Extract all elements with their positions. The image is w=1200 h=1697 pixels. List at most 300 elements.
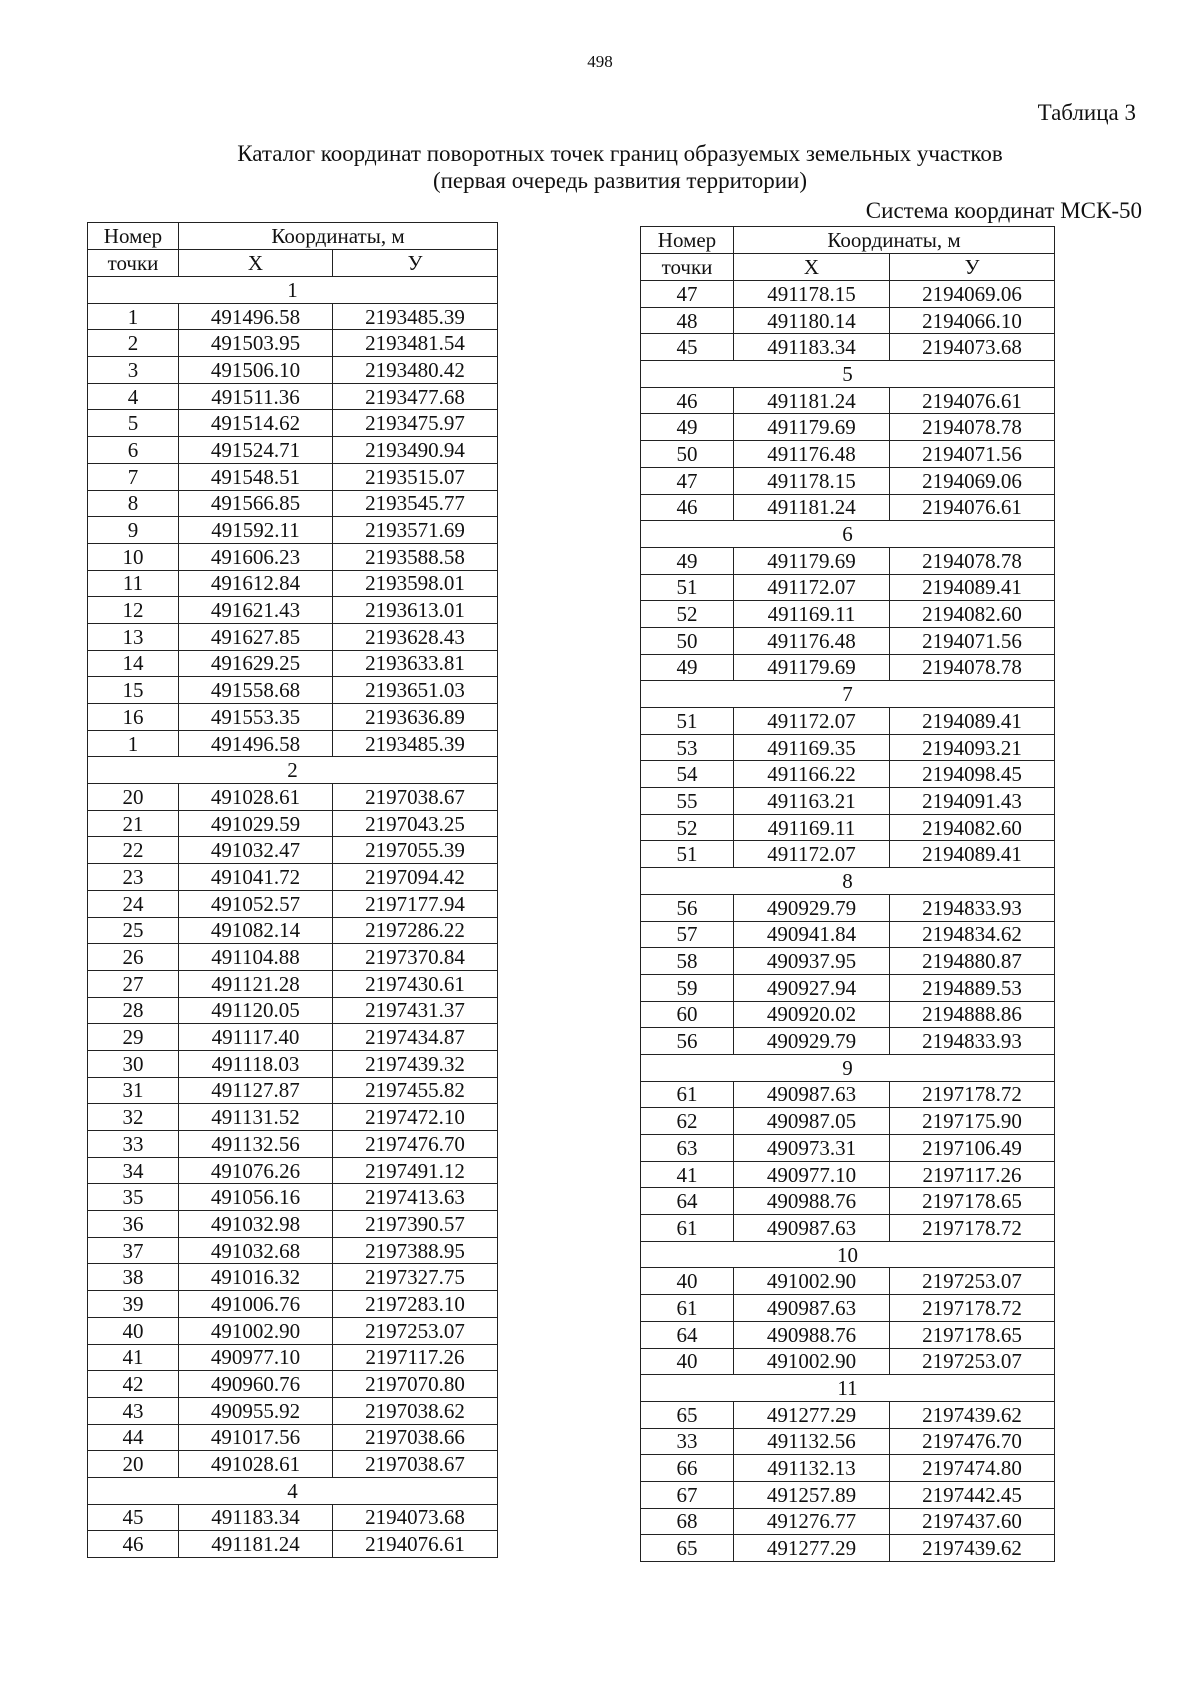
y-coordinate-cell: 2194078.78 xyxy=(890,654,1055,681)
x-coordinate-cell: 491176.48 xyxy=(734,627,890,654)
y-coordinate-cell: 2194078.78 xyxy=(890,547,1055,574)
point-number-cell: 12 xyxy=(88,597,179,624)
x-coordinate-cell: 490987.63 xyxy=(734,1081,890,1108)
section-row xyxy=(88,757,498,784)
page-title xyxy=(0,140,1200,194)
point-number-cell: 40 xyxy=(641,1268,734,1295)
point-number-cell: 7 xyxy=(88,463,179,490)
section-row xyxy=(641,521,1055,548)
point-number-cell: 56 xyxy=(641,1028,734,1055)
point-number-cell: 49 xyxy=(641,414,734,441)
point-number-cell: 31 xyxy=(88,1077,179,1104)
point-number-cell: 66 xyxy=(641,1455,734,1482)
table-row xyxy=(641,894,1055,921)
point-number-cell: 60 xyxy=(641,1001,734,1028)
table-row xyxy=(88,970,498,997)
header-coordinates: Координаты, м xyxy=(734,227,1055,254)
y-coordinate-cell: 2197455.82 xyxy=(333,1077,498,1104)
point-number-cell: 11 xyxy=(88,570,179,597)
table-row xyxy=(88,1451,498,1478)
point-number-cell: 47 xyxy=(641,281,734,308)
y-coordinate-cell: 2197390.57 xyxy=(333,1211,498,1238)
y-coordinate-cell: 2193477.68 xyxy=(333,383,498,410)
y-coordinate-cell: 2197472.10 xyxy=(333,1104,498,1131)
title-line-2: (первая очередь развития территории) xyxy=(432,168,808,193)
x-coordinate-cell: 491566.85 xyxy=(179,490,333,517)
x-coordinate-cell: 491277.29 xyxy=(734,1535,890,1562)
table-row xyxy=(641,1455,1055,1482)
x-coordinate-cell: 491183.34 xyxy=(734,334,890,361)
x-coordinate-cell: 490987.05 xyxy=(734,1108,890,1135)
table-row xyxy=(641,1348,1055,1375)
y-coordinate-cell: 2194098.45 xyxy=(890,761,1055,788)
y-coordinate-cell: 2194069.06 xyxy=(890,281,1055,308)
table-label: Таблица 3 xyxy=(1037,100,1136,125)
table-row xyxy=(88,517,498,544)
point-number-cell: 26 xyxy=(88,944,179,971)
point-number-cell: 29 xyxy=(88,1024,179,1051)
table-row xyxy=(88,543,498,570)
table-row xyxy=(88,730,498,757)
point-number-cell: 41 xyxy=(88,1344,179,1371)
table-row xyxy=(641,1535,1055,1562)
point-number-cell: 44 xyxy=(88,1424,179,1451)
table-row xyxy=(88,650,498,677)
point-number-cell: 59 xyxy=(641,974,734,1001)
table-row xyxy=(88,837,498,864)
x-coordinate-cell: 491178.15 xyxy=(734,281,890,308)
x-coordinate-cell: 491548.51 xyxy=(179,463,333,490)
table-row xyxy=(641,1081,1055,1108)
point-number-cell: 40 xyxy=(641,1348,734,1375)
point-number-cell: 51 xyxy=(641,574,734,601)
table-row xyxy=(88,784,498,811)
table-row xyxy=(88,357,498,384)
y-coordinate-cell: 2193636.89 xyxy=(333,704,498,731)
table-row xyxy=(641,1295,1055,1322)
x-coordinate-cell: 491028.61 xyxy=(179,784,333,811)
y-coordinate-cell: 2197437.60 xyxy=(890,1508,1055,1535)
table-row xyxy=(641,921,1055,948)
point-number-cell: 1 xyxy=(88,303,179,330)
table-row xyxy=(88,944,498,971)
y-coordinate-cell: 2197043.25 xyxy=(333,810,498,837)
table-row xyxy=(88,330,498,357)
table-row xyxy=(88,437,498,464)
coordinate-system-label: Система координат МСК-50 xyxy=(865,198,1142,223)
section-number: 4 xyxy=(88,1477,498,1504)
y-coordinate-cell: 2194888.86 xyxy=(890,1001,1055,1028)
point-number-cell: 52 xyxy=(641,601,734,628)
y-coordinate-cell: 2197038.66 xyxy=(333,1424,498,1451)
header-x: X xyxy=(734,254,890,281)
right-coordinate-table xyxy=(640,226,1055,1562)
y-coordinate-cell: 2197094.42 xyxy=(333,864,498,891)
table-row xyxy=(88,1397,498,1424)
table-row xyxy=(641,307,1055,334)
x-coordinate-cell: 491503.95 xyxy=(179,330,333,357)
point-number-cell: 46 xyxy=(641,494,734,521)
y-coordinate-cell: 2197474.80 xyxy=(890,1455,1055,1482)
table-row xyxy=(88,1264,498,1291)
table-row xyxy=(641,414,1055,441)
point-number-cell: 67 xyxy=(641,1481,734,1508)
x-coordinate-cell: 490977.10 xyxy=(734,1161,890,1188)
table-row xyxy=(641,788,1055,815)
section-row xyxy=(641,1375,1055,1402)
table-row xyxy=(88,1024,498,1051)
point-number-cell: 1 xyxy=(88,730,179,757)
table-row xyxy=(641,1135,1055,1162)
y-coordinate-cell: 2193545.77 xyxy=(333,490,498,517)
point-number-cell: 15 xyxy=(88,677,179,704)
point-number-cell: 9 xyxy=(88,517,179,544)
point-number-cell: 39 xyxy=(88,1291,179,1318)
x-coordinate-cell: 491496.58 xyxy=(179,303,333,330)
table-row xyxy=(641,1108,1055,1135)
point-number-cell: 20 xyxy=(88,1451,179,1478)
x-coordinate-cell: 491052.57 xyxy=(179,890,333,917)
table-row xyxy=(88,997,498,1024)
x-coordinate-cell: 491496.58 xyxy=(179,730,333,757)
table-row xyxy=(88,570,498,597)
point-number-cell: 10 xyxy=(88,543,179,570)
table-row xyxy=(641,708,1055,735)
point-number-cell: 65 xyxy=(641,1535,734,1562)
table-row xyxy=(641,387,1055,414)
point-number-cell: 68 xyxy=(641,1508,734,1535)
y-coordinate-cell: 2194833.93 xyxy=(890,894,1055,921)
table-row xyxy=(641,334,1055,361)
header-number-line2: точки xyxy=(641,254,734,281)
y-coordinate-cell: 2197439.62 xyxy=(890,1535,1055,1562)
point-number-cell: 57 xyxy=(641,921,734,948)
y-coordinate-cell: 2194889.53 xyxy=(890,974,1055,1001)
y-coordinate-cell: 2193475.97 xyxy=(333,410,498,437)
x-coordinate-cell: 491032.68 xyxy=(179,1237,333,1264)
x-coordinate-cell: 491179.69 xyxy=(734,547,890,574)
y-coordinate-cell: 2197178.72 xyxy=(890,1215,1055,1242)
x-coordinate-cell: 491002.90 xyxy=(179,1317,333,1344)
table-row xyxy=(88,1291,498,1318)
y-coordinate-cell: 2193480.42 xyxy=(333,357,498,384)
section-number: 2 xyxy=(88,757,498,784)
table-row xyxy=(88,1237,498,1264)
x-coordinate-cell: 491524.71 xyxy=(179,437,333,464)
x-coordinate-cell: 491183.34 xyxy=(179,1504,333,1531)
section-number: 1 xyxy=(88,277,498,304)
y-coordinate-cell: 2197431.37 xyxy=(333,997,498,1024)
y-coordinate-cell: 2197327.75 xyxy=(333,1264,498,1291)
table-row xyxy=(88,1184,498,1211)
table-row xyxy=(641,441,1055,468)
point-number-cell: 52 xyxy=(641,814,734,841)
header-number-line1: Номер xyxy=(641,227,734,254)
table-row xyxy=(88,623,498,650)
point-number-cell: 58 xyxy=(641,948,734,975)
x-coordinate-cell: 491016.32 xyxy=(179,1264,333,1291)
title-line-1: Каталог координат поворотных точек границ образуемых земельных участков xyxy=(237,141,1003,166)
x-coordinate-cell: 491558.68 xyxy=(179,677,333,704)
x-coordinate-cell: 491181.24 xyxy=(734,494,890,521)
y-coordinate-cell: 2194076.61 xyxy=(890,387,1055,414)
table-row xyxy=(88,1424,498,1451)
y-coordinate-cell: 2197038.67 xyxy=(333,784,498,811)
point-number-cell: 51 xyxy=(641,841,734,868)
x-coordinate-cell: 491257.89 xyxy=(734,1481,890,1508)
y-coordinate-cell: 2193598.01 xyxy=(333,570,498,597)
point-number-cell: 53 xyxy=(641,734,734,761)
x-coordinate-cell: 491132.13 xyxy=(734,1455,890,1482)
x-coordinate-cell: 491056.16 xyxy=(179,1184,333,1211)
y-coordinate-cell: 2194076.61 xyxy=(890,494,1055,521)
table-row xyxy=(641,601,1055,628)
table-row xyxy=(641,494,1055,521)
y-coordinate-cell: 2194093.21 xyxy=(890,734,1055,761)
table-row xyxy=(88,1504,498,1531)
section-row xyxy=(641,868,1055,895)
point-number-cell: 23 xyxy=(88,864,179,891)
point-number-cell: 65 xyxy=(641,1401,734,1428)
point-number-cell: 46 xyxy=(88,1531,179,1558)
table-row xyxy=(641,761,1055,788)
x-coordinate-cell: 490955.92 xyxy=(179,1397,333,1424)
x-coordinate-cell: 490973.31 xyxy=(734,1135,890,1162)
point-number-cell: 38 xyxy=(88,1264,179,1291)
table-row xyxy=(88,704,498,731)
point-number-cell: 3 xyxy=(88,357,179,384)
y-coordinate-cell: 2197442.45 xyxy=(890,1481,1055,1508)
point-number-cell: 32 xyxy=(88,1104,179,1131)
table-row xyxy=(88,303,498,330)
section-row xyxy=(641,361,1055,388)
y-coordinate-cell: 2193515.07 xyxy=(333,463,498,490)
point-number-cell: 2 xyxy=(88,330,179,357)
table-row xyxy=(88,1104,498,1131)
table-row xyxy=(88,1131,498,1158)
y-coordinate-cell: 2193481.54 xyxy=(333,330,498,357)
point-number-cell: 22 xyxy=(88,837,179,864)
header-y: У xyxy=(333,250,498,277)
x-coordinate-cell: 491169.11 xyxy=(734,814,890,841)
y-coordinate-cell: 2197177.94 xyxy=(333,890,498,917)
section-row xyxy=(641,1241,1055,1268)
y-coordinate-cell: 2194091.43 xyxy=(890,788,1055,815)
point-number-cell: 34 xyxy=(88,1157,179,1184)
table-row xyxy=(641,974,1055,1001)
table-row xyxy=(641,1188,1055,1215)
point-number-cell: 42 xyxy=(88,1371,179,1398)
x-coordinate-cell: 491553.35 xyxy=(179,704,333,731)
y-coordinate-cell: 2193633.81 xyxy=(333,650,498,677)
point-number-cell: 48 xyxy=(641,307,734,334)
table-row xyxy=(641,281,1055,308)
section-number: 8 xyxy=(641,868,1055,895)
table-row xyxy=(88,597,498,624)
y-coordinate-cell: 2194078.78 xyxy=(890,414,1055,441)
table-row xyxy=(88,1211,498,1238)
y-coordinate-cell: 2194880.87 xyxy=(890,948,1055,975)
y-coordinate-cell: 2194073.68 xyxy=(333,1504,498,1531)
table-row xyxy=(88,890,498,917)
table-row xyxy=(88,383,498,410)
point-number-cell: 37 xyxy=(88,1237,179,1264)
x-coordinate-cell: 491029.59 xyxy=(179,810,333,837)
x-coordinate-cell: 491178.15 xyxy=(734,467,890,494)
x-coordinate-cell: 491612.84 xyxy=(179,570,333,597)
y-coordinate-cell: 2193651.03 xyxy=(333,677,498,704)
y-coordinate-cell: 2193571.69 xyxy=(333,517,498,544)
table-row xyxy=(641,1215,1055,1242)
x-coordinate-cell: 491277.29 xyxy=(734,1401,890,1428)
section-number: 6 xyxy=(641,521,1055,548)
y-coordinate-cell: 2193613.01 xyxy=(333,597,498,624)
table-row xyxy=(88,864,498,891)
table-row xyxy=(641,574,1055,601)
y-coordinate-cell: 2194833.93 xyxy=(890,1028,1055,1055)
table-row xyxy=(641,467,1055,494)
y-coordinate-cell: 2197439.62 xyxy=(890,1401,1055,1428)
x-coordinate-cell: 490988.76 xyxy=(734,1321,890,1348)
x-coordinate-cell: 491181.24 xyxy=(734,387,890,414)
point-number-cell: 64 xyxy=(641,1188,734,1215)
y-coordinate-cell: 2197175.90 xyxy=(890,1108,1055,1135)
table-row xyxy=(88,677,498,704)
y-coordinate-cell: 2193588.58 xyxy=(333,543,498,570)
y-coordinate-cell: 2194082.60 xyxy=(890,601,1055,628)
point-number-cell: 33 xyxy=(641,1428,734,1455)
table-row xyxy=(88,1077,498,1104)
y-coordinate-cell: 2194073.68 xyxy=(890,334,1055,361)
point-number-cell: 33 xyxy=(88,1131,179,1158)
y-coordinate-cell: 2194071.56 xyxy=(890,627,1055,654)
table-row xyxy=(88,1317,498,1344)
table-row xyxy=(88,463,498,490)
x-coordinate-cell: 491104.88 xyxy=(179,944,333,971)
x-coordinate-cell: 491276.77 xyxy=(734,1508,890,1535)
table-row xyxy=(641,1428,1055,1455)
x-coordinate-cell: 491621.43 xyxy=(179,597,333,624)
point-number-cell: 49 xyxy=(641,654,734,681)
section-row xyxy=(88,277,498,304)
y-coordinate-cell: 2197178.72 xyxy=(890,1081,1055,1108)
table-row xyxy=(641,948,1055,975)
point-number-cell: 27 xyxy=(88,970,179,997)
y-coordinate-cell: 2197055.39 xyxy=(333,837,498,864)
table-row xyxy=(88,1157,498,1184)
x-coordinate-cell: 491076.26 xyxy=(179,1157,333,1184)
y-coordinate-cell: 2193628.43 xyxy=(333,623,498,650)
x-coordinate-cell: 491179.69 xyxy=(734,654,890,681)
section-number: 10 xyxy=(641,1241,1055,1268)
x-coordinate-cell: 491180.14 xyxy=(734,307,890,334)
y-coordinate-cell: 2193485.39 xyxy=(333,303,498,330)
y-coordinate-cell: 2197253.07 xyxy=(890,1268,1055,1295)
point-number-cell: 46 xyxy=(641,387,734,414)
x-coordinate-cell: 491121.28 xyxy=(179,970,333,997)
y-coordinate-cell: 2197253.07 xyxy=(333,1317,498,1344)
y-coordinate-cell: 2194089.41 xyxy=(890,708,1055,735)
x-coordinate-cell: 491169.35 xyxy=(734,734,890,761)
table-row xyxy=(88,1344,498,1371)
point-number-cell: 21 xyxy=(88,810,179,837)
x-coordinate-cell: 491002.90 xyxy=(734,1348,890,1375)
point-number-cell: 25 xyxy=(88,917,179,944)
point-number-cell: 20 xyxy=(88,784,179,811)
point-number-cell: 28 xyxy=(88,997,179,1024)
table-row xyxy=(88,410,498,437)
x-coordinate-cell: 491179.69 xyxy=(734,414,890,441)
x-coordinate-cell: 491028.61 xyxy=(179,1451,333,1478)
y-coordinate-cell: 2194069.06 xyxy=(890,467,1055,494)
y-coordinate-cell: 2197476.70 xyxy=(333,1131,498,1158)
x-coordinate-cell: 491506.10 xyxy=(179,357,333,384)
point-number-cell: 50 xyxy=(641,627,734,654)
section-number: 7 xyxy=(641,681,1055,708)
point-number-cell: 30 xyxy=(88,1050,179,1077)
x-coordinate-cell: 491172.07 xyxy=(734,841,890,868)
x-coordinate-cell: 491181.24 xyxy=(179,1531,333,1558)
table-row xyxy=(641,1508,1055,1535)
x-coordinate-cell: 491041.72 xyxy=(179,864,333,891)
table-row xyxy=(641,841,1055,868)
y-coordinate-cell: 2197434.87 xyxy=(333,1024,498,1051)
point-number-cell: 43 xyxy=(88,1397,179,1424)
section-number: 5 xyxy=(641,361,1055,388)
y-coordinate-cell: 2197476.70 xyxy=(890,1428,1055,1455)
y-coordinate-cell: 2193485.39 xyxy=(333,730,498,757)
point-number-cell: 41 xyxy=(641,1161,734,1188)
x-coordinate-cell: 491176.48 xyxy=(734,441,890,468)
y-coordinate-cell: 2197413.63 xyxy=(333,1184,498,1211)
y-coordinate-cell: 2197286.22 xyxy=(333,917,498,944)
y-coordinate-cell: 2197038.67 xyxy=(333,1451,498,1478)
point-number-cell: 61 xyxy=(641,1081,734,1108)
x-coordinate-cell: 491172.07 xyxy=(734,708,890,735)
x-coordinate-cell: 491606.23 xyxy=(179,543,333,570)
point-number-cell: 45 xyxy=(641,334,734,361)
point-number-cell: 6 xyxy=(88,437,179,464)
x-coordinate-cell: 491163.21 xyxy=(734,788,890,815)
table-row xyxy=(641,1268,1055,1295)
y-coordinate-cell: 2194071.56 xyxy=(890,441,1055,468)
x-coordinate-cell: 491514.62 xyxy=(179,410,333,437)
x-coordinate-cell: 490941.84 xyxy=(734,921,890,948)
x-coordinate-cell: 491132.56 xyxy=(179,1131,333,1158)
table-row xyxy=(88,490,498,517)
x-coordinate-cell: 491592.11 xyxy=(179,517,333,544)
point-number-cell: 55 xyxy=(641,788,734,815)
point-number-cell: 63 xyxy=(641,1135,734,1162)
table-row xyxy=(641,1001,1055,1028)
x-coordinate-cell: 491002.90 xyxy=(734,1268,890,1295)
y-coordinate-cell: 2197178.65 xyxy=(890,1321,1055,1348)
x-coordinate-cell: 491117.40 xyxy=(179,1024,333,1051)
x-coordinate-cell: 491017.56 xyxy=(179,1424,333,1451)
y-coordinate-cell: 2194834.62 xyxy=(890,921,1055,948)
y-coordinate-cell: 2197178.65 xyxy=(890,1188,1055,1215)
point-number-cell: 51 xyxy=(641,708,734,735)
x-coordinate-cell: 490987.63 xyxy=(734,1215,890,1242)
x-coordinate-cell: 491629.25 xyxy=(179,650,333,677)
page-number: 498 xyxy=(587,52,613,71)
table-row xyxy=(88,1531,498,1558)
x-coordinate-cell: 490929.79 xyxy=(734,894,890,921)
y-coordinate-cell: 2197253.07 xyxy=(890,1348,1055,1375)
table-row xyxy=(641,547,1055,574)
header-y: У xyxy=(890,254,1055,281)
table-row xyxy=(88,810,498,837)
